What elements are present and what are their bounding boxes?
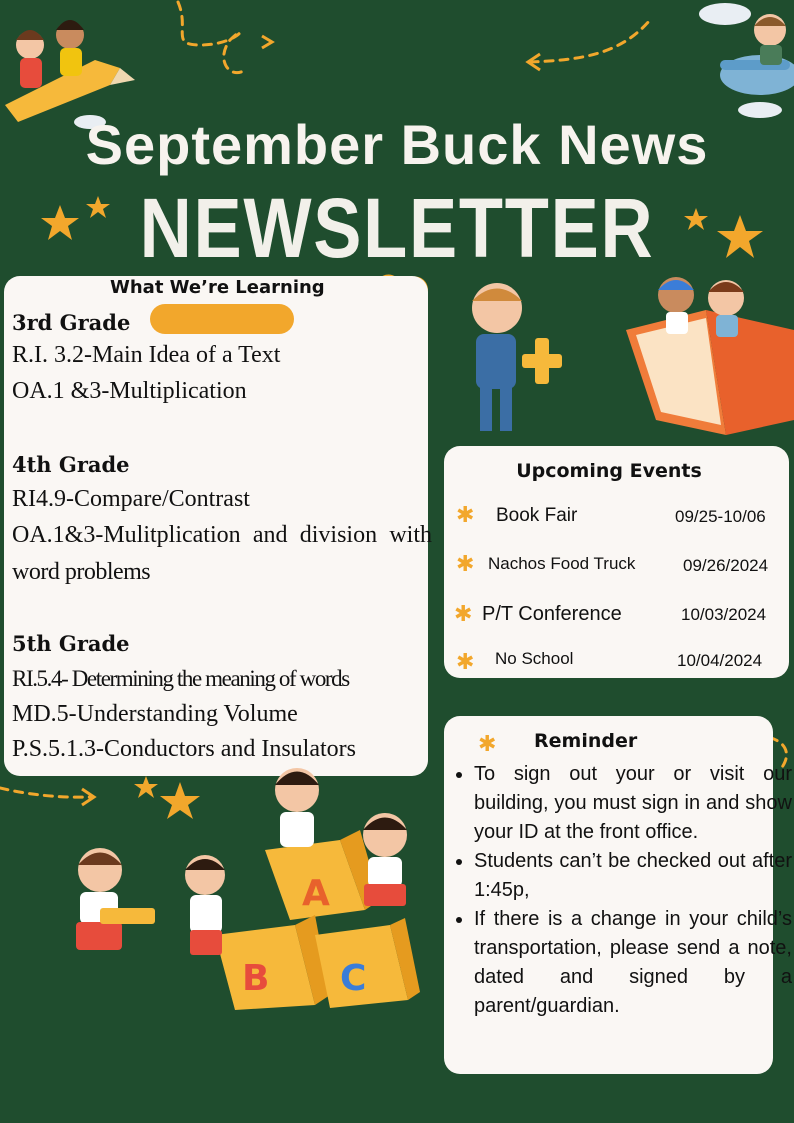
flower-bullet-icon: ✱ — [456, 503, 475, 528]
reminder-heading: Reminder — [534, 730, 638, 752]
event-name: No School — [495, 649, 574, 668]
reminder-item: • To sign out your or visit our building, you must sign in and show your ID at the front office. — [474, 760, 792, 847]
event-date: 10/04/2024 — [677, 651, 763, 670]
reminder-list — [448, 760, 792, 1021]
dashed-arrow-top — [178, 2, 245, 73]
reminder-item: • If there is a change in your child’s transportation, please send a note, dated and signed by a parent/guardian. — [474, 905, 792, 1021]
grade-3-heading: 3rd Grade — [12, 310, 131, 335]
event-date: 09/25-10/06 — [675, 507, 766, 526]
grade-5-item: MD.5-Understanding Volume — [12, 701, 298, 727]
event-name: Book Fair — [496, 505, 578, 526]
event-name: P/T Conference — [482, 603, 622, 625]
grade-3-item: OA.1 &3-Multiplication — [12, 378, 247, 404]
grade-5-heading: 5th Grade — [12, 631, 130, 656]
block-c-letter: C — [340, 958, 367, 999]
grade-5-item: P.S.5.1.3-Conductors and Insulators — [12, 736, 356, 762]
clouds — [74, 3, 782, 129]
grade-4-item: OA.1&3-Mulitplication and division with — [12, 522, 432, 548]
event-date: 10/03/2024 — [681, 605, 767, 624]
learning-heading: What We’re Learning — [110, 277, 325, 298]
kids-abc-blocks-illustration — [40, 760, 420, 1015]
grade-4-item: RI4.9-Compare/Contrast — [12, 486, 250, 512]
newsletter-heading: NEWSLETTER — [139, 181, 655, 275]
plus-sign-text: + — [542, 361, 543, 362]
grade-5-item: RI.5.4- Determining the meaning of words — [12, 666, 349, 691]
grade-4-item: word problems — [12, 559, 151, 585]
arrowhead-top — [262, 36, 272, 48]
flower-bullet-icon: ✱ — [454, 602, 473, 627]
dashed-arrow-top-right — [530, 20, 650, 62]
kids-on-pencil-illustration — [0, 10, 140, 125]
block-b-letter: B — [242, 958, 270, 999]
block-a-letter: A — [302, 873, 330, 914]
grade-4-heading: 4th Grade — [12, 452, 130, 477]
event-name: Nachos Food Truck — [488, 554, 636, 573]
newsletter-title: September Buck News — [85, 113, 709, 176]
event-date: 09/26/2024 — [683, 556, 769, 575]
flower-bullet-icon: ✱ — [456, 552, 475, 577]
boy-with-plus-illustration — [462, 276, 567, 440]
grade-3-item: R.I. 3.2-Main Idea of a Text — [12, 342, 281, 368]
flower-bullet-icon: ✱ — [478, 732, 497, 757]
events-heading: Upcoming Events — [516, 460, 702, 482]
reminder-item: • Students can’t be checked out after 1:45p, — [474, 847, 792, 905]
kids-on-book-illustration — [626, 270, 794, 440]
heading-highlight-pill — [150, 304, 294, 334]
flower-bullet-icon: ✱ — [456, 650, 475, 675]
pilot-airplane-illustration — [700, 0, 794, 110]
